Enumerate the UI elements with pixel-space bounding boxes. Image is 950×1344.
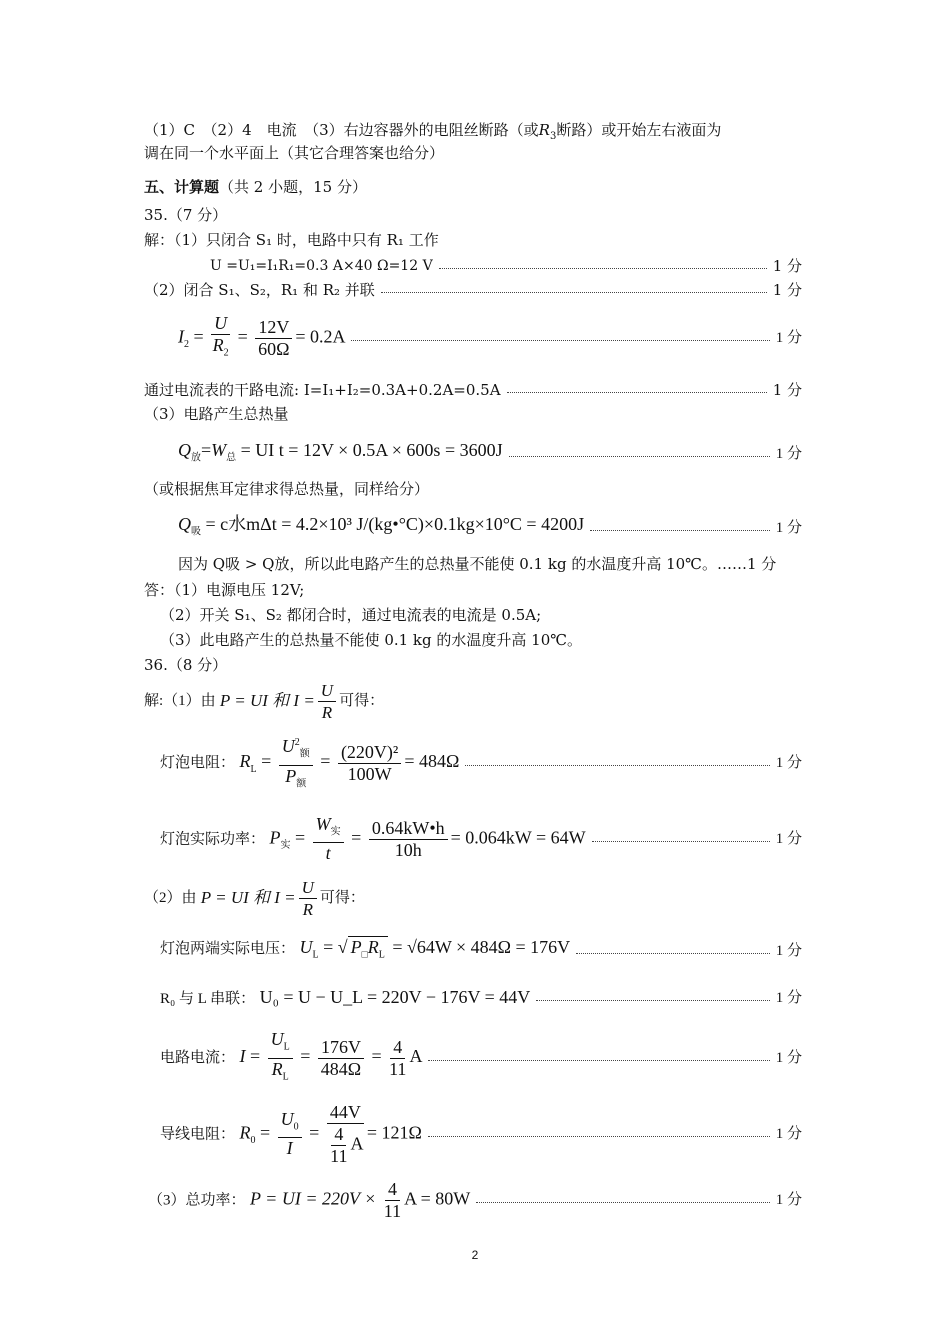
fraction: $\frac{U}{R_2}$	[212, 312, 229, 359]
score: 1 分	[775, 330, 802, 346]
q36-r-eq: 灯泡电阻： $R_L$ = $\frac{U^2_额}{P_额}$ = $\frac{\text{(220V)²}}{100W}$ = 484Ω	[160, 732, 459, 794]
q36-r-num: (220V)²	[338, 742, 401, 764]
q36-r-row	[160, 735, 802, 790]
q36-u0-eq	[160, 987, 530, 1009]
score: 1 分	[775, 831, 802, 847]
leader-dots	[439, 268, 767, 269]
q35-eq2: $I_2$ = $\frac{U}{R_2}$ = $\frac{12V}{60\Omega}$ = 0.2A	[178, 313, 345, 364]
fraction	[327, 1102, 364, 1167]
q36-i-unit: A	[409, 1046, 423, 1067]
leader-dots	[592, 841, 770, 842]
q36-i-eq: 电路电流： I = $\frac{U_L}{R_L}$ = $\frac{176V}{484\Omega}$ = $\frac{4}{11}$ A	[160, 1029, 422, 1087]
leader-dots	[381, 292, 767, 293]
q35-eq2-num2: 12V	[255, 317, 292, 339]
fraction: $\frac{U_0}{I}$	[278, 1109, 302, 1160]
q35-alt: （或根据焦耳定律求得总热量，同样给分）	[144, 480, 430, 498]
q36-i-row	[160, 1028, 802, 1083]
q35-eq3: $Q_放=W_总$ = UI t = 12V × 0.5A × 600s = 3600J	[178, 440, 503, 464]
q36-s3-eq1: P = UI = 220V ×	[250, 1188, 377, 1209]
q35-because-dots: ……	[716, 555, 747, 573]
r3-subscript: 3	[549, 131, 557, 142]
q35-eq2-num1: U	[214, 312, 228, 333]
score: 1 分	[775, 943, 802, 960]
q36-s3-row	[148, 1176, 802, 1224]
q35-eq1-row	[210, 256, 802, 276]
q35-eq4-row	[178, 514, 802, 543]
q35-main-current-row	[144, 380, 802, 400]
score: 1 分	[775, 520, 802, 537]
q36-r-label: 灯泡电阻：	[160, 755, 236, 772]
score: 1 分	[775, 446, 802, 463]
q35-head: 35.（7 分）	[144, 206, 228, 224]
q35-step2-row	[144, 280, 802, 300]
score: 1 分	[775, 755, 802, 771]
fraction	[318, 1037, 364, 1080]
q36-i-d2: 484Ω	[320, 1058, 362, 1079]
q36-p-result: = 0.064kW = 64W	[450, 827, 586, 848]
q36-sol1-eq: P = UI 和 I =	[219, 691, 315, 710]
leader-dots	[576, 953, 770, 954]
q36-step2	[144, 876, 802, 920]
score: 1 分	[746, 555, 777, 573]
fraction: $\frac{U}{R}$	[299, 877, 317, 920]
q36-s3-eq	[148, 1179, 470, 1222]
fraction	[369, 818, 448, 861]
q36-r0-n2: 44V	[327, 1102, 364, 1124]
q34-line-2	[144, 143, 802, 163]
q36-s3-d11: 11	[383, 1200, 402, 1221]
fraction	[255, 317, 292, 360]
q36-i-n2: 176V	[318, 1037, 364, 1059]
leader-dots	[428, 1136, 770, 1137]
score: 1 分	[772, 381, 802, 399]
q36-r0-label: 导线电阻：	[160, 1126, 236, 1143]
q36-p-label: 灯泡实际功率：	[160, 831, 266, 848]
leader-dots	[536, 1000, 769, 1001]
q35-because-row	[178, 554, 802, 574]
q36-ul-eq: 灯泡两端实际电压： $U_L$ = √ $P_□R_L = √64W \times 484\Omega = 176V$	[160, 937, 571, 961]
leader-dots	[476, 1202, 769, 1203]
q36-s2-eq: P = UI 和 I =	[200, 888, 296, 907]
q36-r0-row	[160, 1098, 802, 1170]
q35-solution-1: 解：（1）只闭合 S₁ 时，电路中只有 R₁ 工作	[144, 231, 439, 249]
q36-u0-text: U₀ = U − U_L = 220V − 176V = 44V	[259, 987, 531, 1007]
q36-u0-label: R₀ 与 L 串联：	[160, 991, 256, 1007]
score: 1 分	[775, 1192, 802, 1208]
q34-text-a: （1）C （2）4 电流 （3）右边容器外的电阻丝断路（或	[144, 121, 539, 139]
fraction	[330, 1124, 347, 1167]
q36-p-num: 0.64kW•h	[369, 818, 448, 840]
score: 1 分	[772, 257, 802, 275]
q36-r0-eq: 导线电阻： $R_0$ = $\frac{U_0}{I}$ = 44V $\frac{4}{11}$ A = 121Ω	[160, 1101, 422, 1166]
q35-main-current: 通过电流表的干路电流: I=I₁+I₂=0.3A+0.2A=0.5A	[144, 381, 501, 399]
q35-eq3-text: = UI t = 12V × 0.5A × 600s = 3600J	[240, 440, 503, 460]
leader-dots	[428, 1060, 769, 1061]
q36-r0-unit: A	[350, 1133, 364, 1154]
q36-i-n3: 4	[390, 1037, 405, 1059]
q36-ul-text: = √64W × 484Ω = 176V	[392, 937, 571, 957]
q34-text-b: 断路）或开始左右液面为	[556, 121, 722, 139]
score: 1 分	[772, 281, 802, 299]
q36-solution-1	[144, 680, 802, 722]
q36-s3-n4: 4	[385, 1179, 400, 1201]
leader-dots	[590, 530, 770, 531]
q34-text-c: 调在同一个水平面上（其它合理答案也给分）	[144, 144, 445, 162]
q35-eq2-result: = 0.2A	[295, 326, 346, 347]
q36-u0-row	[160, 987, 802, 1009]
page-number: 2	[471, 1248, 479, 1262]
q35-eq4: $Q_吸 = c$水mΔt = 4.2×10³ J/(kg•°C)×0.1kg×10°C = 4200J	[178, 514, 585, 538]
q36-ul-row	[160, 937, 802, 966]
q36-r0-result: = 121Ω	[366, 1122, 422, 1143]
leader-dots	[351, 340, 769, 341]
q36-p-den: 10h	[394, 839, 422, 860]
fraction: $\frac{W_实}{t}$	[313, 814, 344, 865]
leader-dots	[509, 456, 770, 457]
score: 1 分	[775, 990, 802, 1006]
q36-s3-label: （3）总功率：	[148, 1192, 246, 1209]
section-note: （共 2 小题，15 分）	[219, 178, 367, 196]
q35-answer-3: （3）此电路产生的总热量不能使 0.1 kg 的水温度升高 10℃。	[160, 631, 583, 649]
q36-p-eq: 灯泡实际功率： $P_实$ = $\frac{W_实}{t}$ = $\frac{0.64kW•h}{10h}$ = 0.064kW = 64W	[160, 813, 586, 864]
q36-head: 36.（8 分）	[144, 656, 228, 674]
q36-s3-eq2: A = 80W	[404, 1188, 471, 1209]
leader-dots	[507, 392, 767, 393]
q35-answer-2: （2）开关 S₁、S₂ 都闭合时，通过电流表的电流是 0.5A;	[160, 606, 542, 624]
fraction: $\frac{U}{R}$	[318, 680, 336, 723]
q36-r0-n4: 4	[331, 1124, 346, 1146]
fraction: $\frac{U^2_额}{P_额}$	[279, 732, 313, 794]
q36-r0-d11: 11	[330, 1145, 348, 1166]
q35-step3: （3）电路产生总热量	[144, 405, 289, 423]
q35-step2: （2）闭合 S₁、S₂，R₁ 和 R₂ 并联	[144, 281, 375, 299]
q36-sol1-post: 可得：	[339, 693, 385, 709]
fraction	[384, 1179, 401, 1222]
fraction: $\frac{U_L}{R_L}$	[268, 1029, 293, 1087]
score: 1 分	[775, 1126, 802, 1142]
q35-eq3-row	[178, 440, 802, 469]
q36-r-result: = 484Ω	[404, 751, 460, 772]
fraction	[338, 742, 401, 785]
q35-eq2-den2: 60Ω	[258, 338, 290, 359]
leader-dots	[465, 765, 769, 766]
q36-s2-pre: （2）由	[144, 890, 197, 906]
q36-s2-post: 可得：	[319, 890, 365, 906]
section-title: 五、计算题	[144, 178, 220, 196]
r3-symbol: R	[538, 121, 550, 139]
q35-eq2-row	[178, 312, 802, 361]
q35-eq4-text: = c水mΔt = 4.2×10³ J/(kg•°C)×0.1kg×10°C = 4200J	[205, 514, 585, 534]
q35-because: 因为 Q吸 > Q放，所以此电路产生的总热量不能使 0.1 kg 的水温度升高 10℃。	[178, 555, 717, 573]
q36-ul-label: 灯泡两端实际电压：	[160, 941, 296, 957]
q36-p-row	[160, 814, 802, 864]
q35-eq1: U =U₁=I₁R₁=0.3 A×40 Ω=12 V	[210, 258, 433, 274]
q36-sol1-pre: 解:（1）由	[144, 693, 216, 709]
fraction	[389, 1037, 406, 1080]
section-heading	[144, 177, 802, 197]
q36-i-label: 电路电流：	[160, 1050, 236, 1067]
q35-answer-1: 答：（1）电源电压 12V;	[144, 581, 305, 599]
q36-i-d3: 11	[389, 1058, 407, 1079]
q36-r-den: 100W	[347, 763, 392, 784]
score: 1 分	[775, 1050, 802, 1066]
